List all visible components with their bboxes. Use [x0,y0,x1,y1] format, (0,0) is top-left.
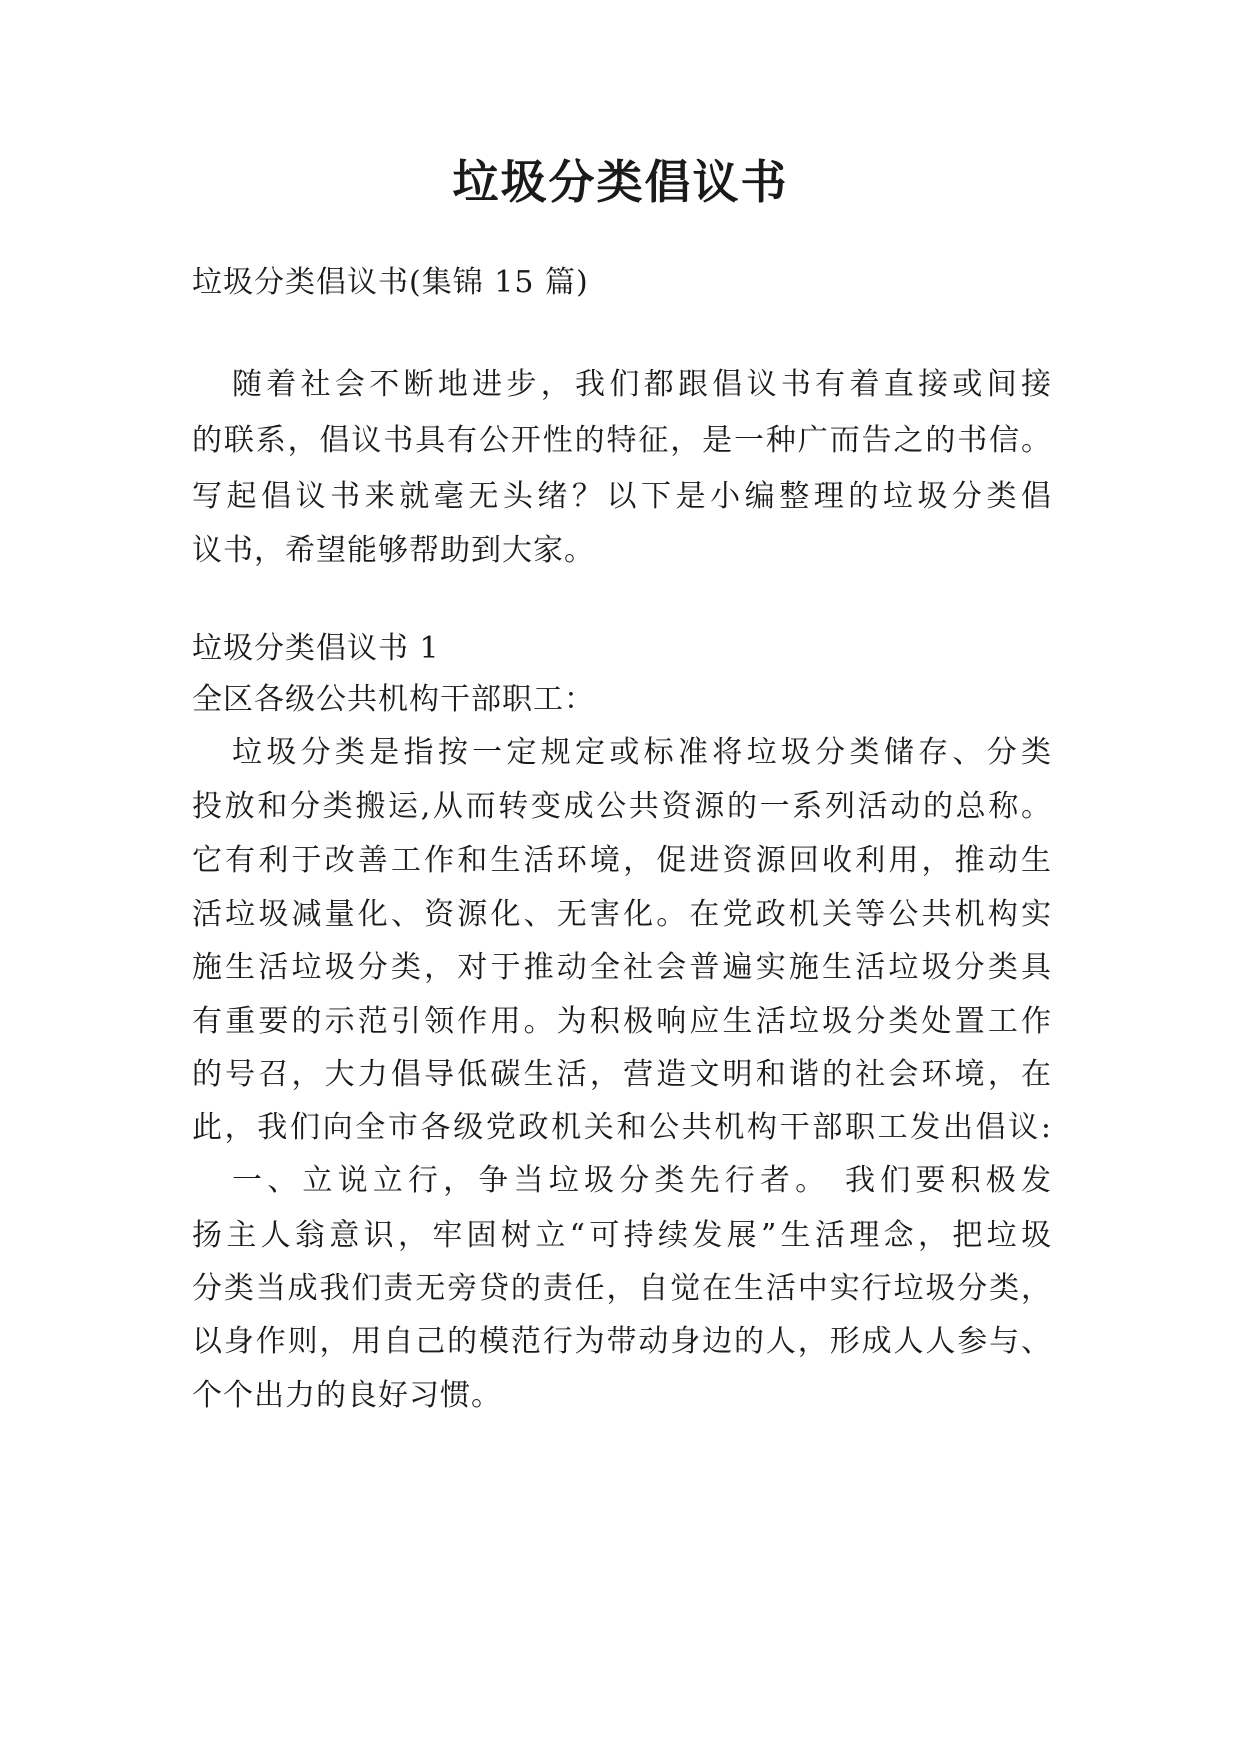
body-line: 以身作则，用自己的模范行为带动身边的人，形成人人参与、 [192,1324,1052,1359]
document-subtitle: 垃圾分类倡议书(集锦 15 篇) [192,265,589,300]
body-line: 投放和分类搬运,从而转变成公共资源的一系列活动的总称。 [192,789,1052,824]
salutation: 全区各级公共机构干部职工： [192,682,595,717]
body-line: 的号召，大力倡导低碳生活，营造文明和谐的社会环境，在 [192,1057,1052,1092]
intro-line: 写起倡议书来就毫无头绪？以下是小编整理的垃圾分类倡 [192,479,1052,514]
body-line: 垃圾分类是指按一定规定或标准将垃圾分类储存、分类 [232,735,1052,770]
body-line: 活垃圾减量化、资源化、无害化。在党政机关等公共机构实 [192,897,1052,932]
section-heading: 垃圾分类倡议书 1 [192,631,440,666]
body-line: 施生活垃圾分类，对于推动全社会普遍实施生活垃圾分类具 [192,950,1052,985]
intro-line: 的联系，倡议书具有公开性的特征，是一种广而告之的书信。 [192,423,1052,458]
intro-line: 随着社会不断地进步，我们都跟倡议书有着直接或间接 [232,367,1052,402]
body-line: 它有利于改善工作和生活环境，促进资源回收利用，推动生 [192,843,1052,878]
intro-line: 议书，希望能够帮助到大家。 [192,533,595,568]
body-line: 扬主人翁意识，牢固树立“可持续发展”生活理念，把垃圾 [192,1218,1052,1253]
body-line: 分类当成我们责无旁贷的责任，自觉在生活中实行垃圾分类， [192,1271,1052,1306]
body-line: 个个出力的良好习惯。 [192,1378,502,1413]
body-line: 此，我们向全市各级党政机关和公共机构干部职工发出倡议: [192,1110,1052,1145]
body-line: 一、立说立行，争当垃圾分类先行者。 我们要积极发 [232,1163,1052,1198]
body-line: 有重要的示范引领作用。为积极响应生活垃圾分类处置工作 [192,1004,1052,1039]
document-title: 垃圾分类倡议书 [452,155,789,209]
